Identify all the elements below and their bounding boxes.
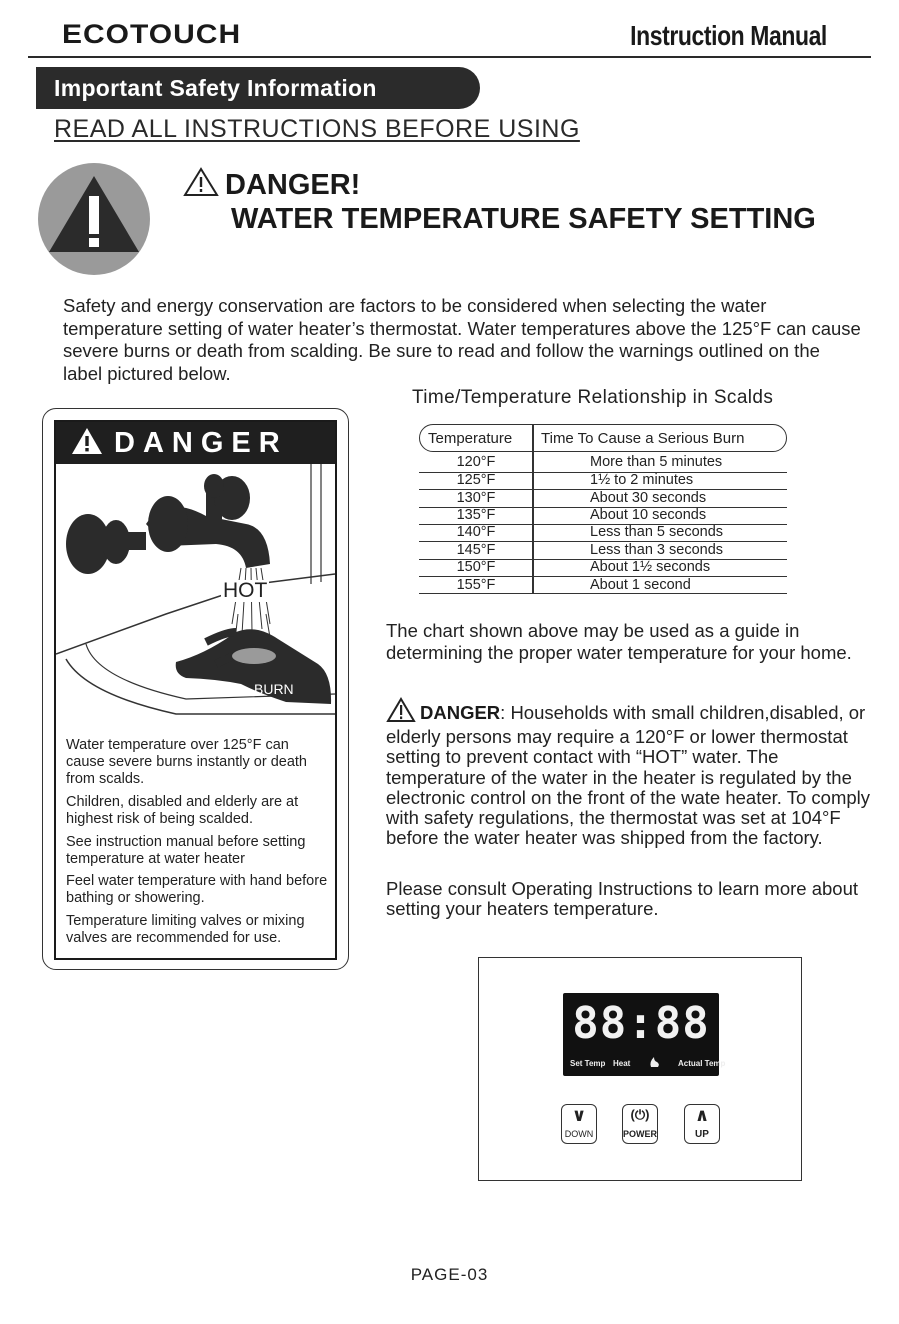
danger-note [386,697,881,848]
table-cell-temp: 145°F [456,542,496,558]
power-button-label: POWER [622,1129,657,1139]
header-divider [28,56,871,58]
label-warning: Feel water temperature with hand before bathing or showering. [66,873,328,906]
set-temp-indicator: Set Temp [570,1059,606,1068]
label-warning: Water temperature over 125°F can cause severe burns instantly or death from scalds. [66,737,307,787]
chevron-up-icon: ∧ [694,1105,710,1125]
page-number: PAGE-03 [410,1265,489,1284]
up-button-label: UP [695,1129,709,1140]
danger-title-text: DANGER! [225,169,361,201]
column-header-time: Time To Cause a Serious Burn [541,430,745,447]
table-cell-temp: 155°F [456,577,496,593]
table-cell-temp: 140°F [456,524,496,540]
danger-note-label: DANGER [420,702,501,723]
table-cell-temp: 135°F [456,507,496,523]
label-warning: Children, disabled and elderly are at highest risk of being scalded. [66,794,299,827]
intro-paragraph: Safety and energy conservation are factors to be considered when selecting the water temperature setting of water heater’s thermostat. Water temperatures above the 125°F can cause severe burns or death from scalding. Be sure to read and follow the warnings outlined on the label pictured below. [63,295,861,384]
table-cell-time: About 30 seconds [590,490,707,506]
flame-icon [648,1056,662,1068]
down-button-label: DOWN [564,1129,594,1139]
warning-triangle-icon [183,167,219,205]
actual-temp-indicator: Actual Temp [678,1059,726,1068]
chevron-down-icon: ∨ [571,1105,587,1125]
warning-triangle-icon [70,426,104,468]
read-all-heading: READ ALL INSTRUCTIONS BEFORE USING [54,115,580,143]
label-warning: See instruction manual before setting temperature at water heater [66,834,306,867]
danger-note-text: : Households with small children,disabled, or elderly persons may require a 120°F or lower thermostat setting to prevent contact with “HOT” water. The temperature of the water in the heater is regulated by the electronic control on the front of the wate heater. To comply with safety regulations, the thermostat was set at 104°F before the water heater was shipped from the factory. [386,702,871,849]
warning-triangle-icon [386,697,416,727]
manual-title: Instruction Manual [630,20,827,51]
table-cell-time: About 1½ seconds [590,559,711,575]
exclamation-triangle-icon [45,170,143,260]
table-cell-time: More than 5 minutes [590,454,723,470]
power-icon: (⏻) [630,1107,650,1122]
table-cell-temp: 130°F [456,490,496,506]
table-column-divider [532,424,534,594]
hot-text: HOT [223,579,268,602]
scald-table-title: Time/Temperature Relationship in Scalds [412,387,774,408]
table-row-divider [419,593,787,594]
display-digits: 88:88 [572,998,710,1049]
table-cell-time: About 10 seconds [590,507,707,523]
table-cell-time: 1½ to 2 minutes [590,472,694,488]
table-cell-temp: 125°F [456,472,496,488]
table-cell-temp: 150°F [456,559,496,575]
brand-logo: ECOTOUCH [62,19,242,50]
column-header-temperature: Temperature [428,430,513,447]
table-cell-temp: 120°F [456,454,496,470]
table-cell-time: Less than 5 seconds [590,524,724,540]
section-heading: Important Safety Information [36,67,480,109]
label-warning: Temperature limiting valves or mixing valves are recommended for use. [66,913,305,946]
danger-label-header [56,422,335,464]
table-cell-time: About 1 second [590,577,691,593]
consult-note: Please consult Operating Instructions to learn more about setting your heaters temperature. [386,878,859,920]
chart-note: The chart shown above may be used as a guide in determining the proper water temperature for your home. [386,620,852,663]
table-cell-time: Less than 3 seconds [590,542,724,558]
danger-label-header-text: DANGER [114,427,288,459]
heat-indicator: Heat [613,1059,631,1068]
danger-subtitle: WATER TEMPERATURE SAFETY SETTING [231,203,816,235]
burn-text: BURN [254,681,294,697]
